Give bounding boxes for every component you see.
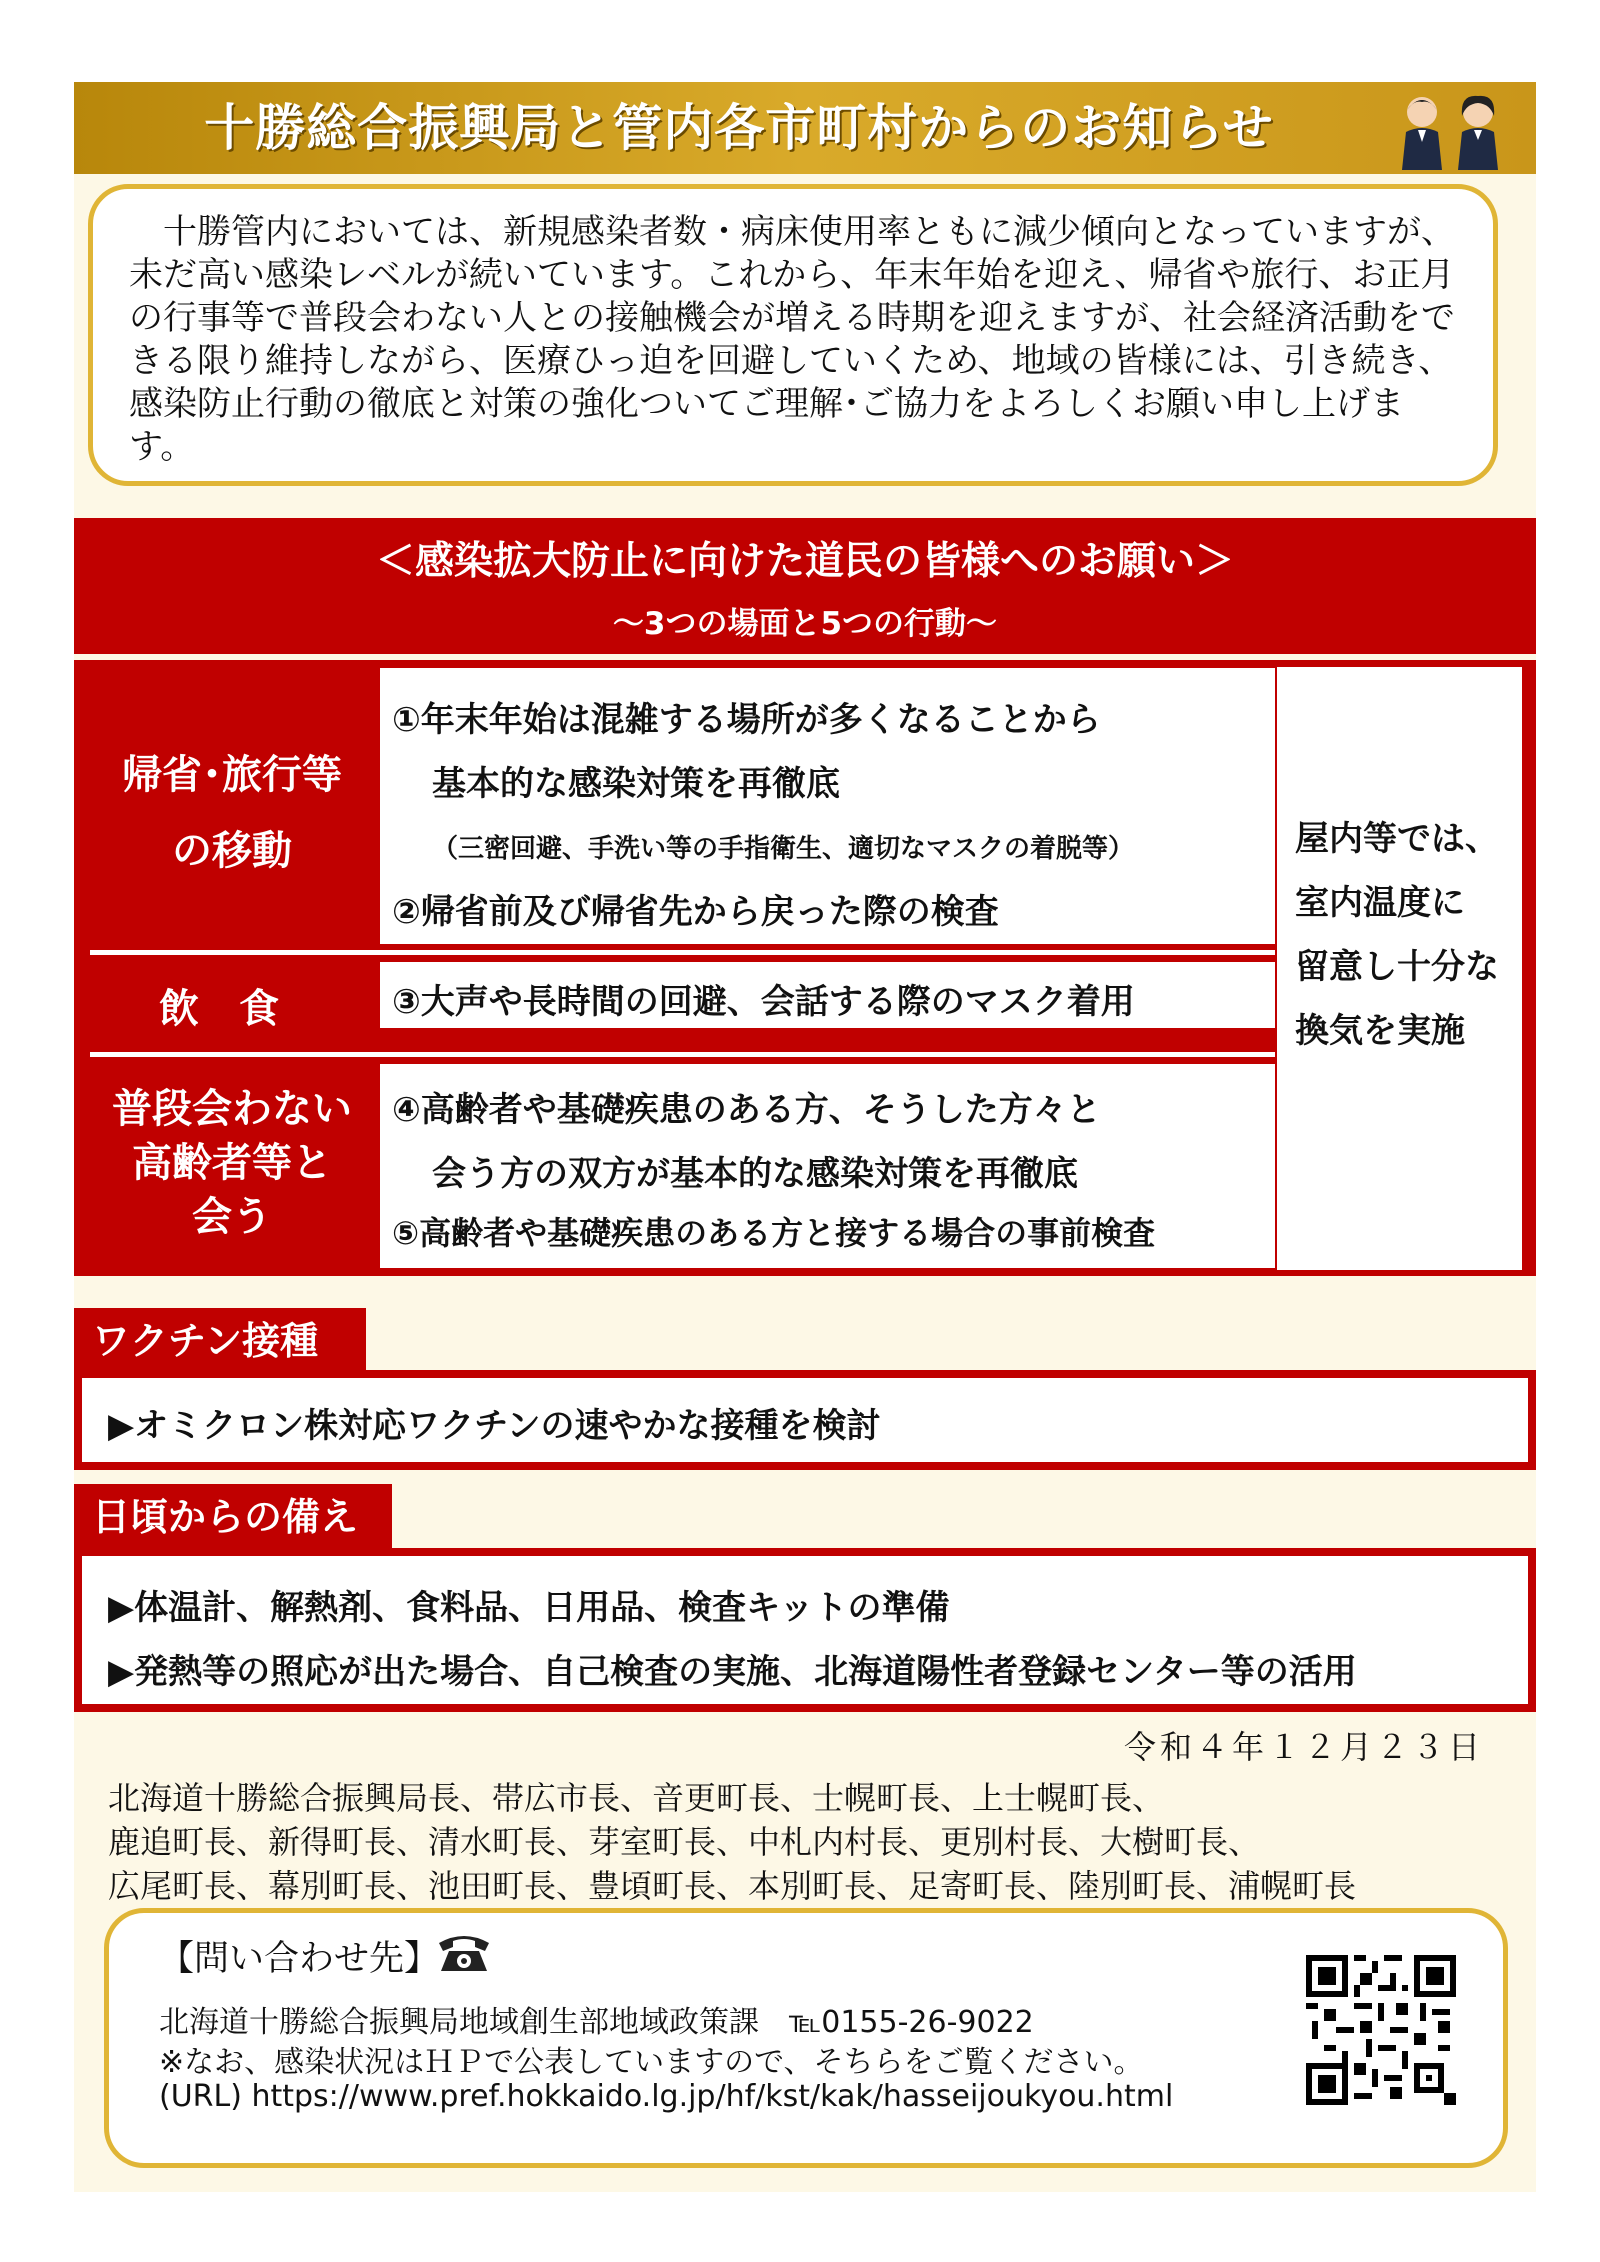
prep-panel	[74, 1548, 1536, 1712]
prep-line2: ▶発熱等の照応が出た場合、自己検査の実施、北海道陽性者登録センター等の活用	[108, 1652, 1357, 1692]
signers-line3: 広尾町長、幕別町長、池田町長、豊頃町長、本別町長、足寄町長、陸別町長、浦幌町長	[108, 1867, 1357, 1905]
page-title: 十勝総合振興局と管内各市町村からのお知らせ	[204, 99, 1274, 157]
action-item-5: ⑤高齢者や基礎疾患のある方と接する場合の事前検査	[392, 1214, 1156, 1252]
header-bar	[74, 82, 1536, 174]
request-banner	[74, 518, 1536, 654]
action-item-1-line1: ①年末年始は混雑する場所が多くなることから	[392, 700, 1101, 740]
scene-elderly-cell	[380, 1064, 1275, 1268]
prep-line1: ▶体温計、解熱剤、食料品、日用品、検査キットの準備	[108, 1588, 950, 1628]
intro-box	[88, 184, 1498, 486]
telephone-icon	[435, 1927, 493, 1975]
signers-list	[108, 1776, 1356, 1908]
contact-box	[104, 1908, 1508, 2168]
scene-elderly-label-line3: 会う	[192, 1194, 272, 1240]
signers-line2: 鹿追町長、新得町長、清水町長、芽室町長、中札内村長、更別村長、大樹町長、	[108, 1823, 1261, 1861]
contact-note: ※なお、感染状況はＨＰで公表していますので、そちらをご覧ください。	[159, 2045, 1144, 2080]
scene-elderly-label-line1: 普段会わない	[112, 1086, 352, 1132]
action-item-2: ②帰省前及び帰省先から戻った際の検査	[392, 892, 999, 932]
ventilation-line3: 留意し十分な	[1295, 947, 1499, 987]
scene-travel-label-line2: の移動	[172, 828, 292, 874]
banner-title: ＜感染拡大防止に向けた道民の皆様へのお願い＞	[375, 539, 1234, 584]
scene-dining-label: 飲 食	[159, 986, 279, 1032]
scene-travel-label	[74, 748, 390, 878]
bowing-people-icon	[1390, 90, 1510, 170]
qr-code-icon[interactable]	[1306, 1955, 1456, 2105]
banner-subtitle: ～3つの場面と5つの行動～	[612, 606, 998, 642]
action-item-1-line2: 基本的な感染対策を再徹底	[432, 764, 840, 804]
ventilation-cell	[1277, 667, 1522, 1270]
divider	[90, 950, 1275, 955]
intro-text: 十勝管内においては、新規感染者数・病床使用率ともに減少傾向となっていますが、未だ高い感染レベルが続いています。これから、年末年始を迎え、帰省や旅行、お正月の行事等で普段会わない人との接触機会が増える時期を迎えますが、社会経済活動をできる限り維持しながら、医療ひっ迫を回避していくため、地域の皆様には、引き続き、感染防止行動の徹底と対策の強化ついてご理解･ご協力をよろしくお願い申し上げます。	[129, 212, 1455, 467]
ventilation-line4: 換気を実施	[1295, 1011, 1465, 1051]
scene-elderly-label	[74, 1082, 390, 1244]
ventilation-line2: 室内温度に	[1295, 883, 1465, 923]
vaccine-line: ▶オミクロン株対応ワクチンの速やかな接種を検討	[108, 1406, 881, 1446]
vaccine-tab: ワクチン接種	[74, 1308, 366, 1374]
prep-tab: 日頃からの備え	[74, 1484, 392, 1550]
action-item-1-note: （三密回避、手洗い等の手指衛生、適切なマスクの着脱等）	[432, 834, 1135, 864]
scene-travel-label-line1: 帰省･旅行等	[122, 752, 342, 798]
scene-elderly-label-line2: 高齢者等と	[132, 1140, 332, 1186]
scene-travel-cell	[380, 668, 1275, 944]
signers-line1: 北海道十勝総合振興局長、帯広市長、音更町長、士幌町長、上士幌町長、	[108, 1779, 1165, 1817]
scene-dining-cell	[380, 962, 1275, 1028]
ventilation-line1: 屋内等では、	[1295, 819, 1499, 859]
vaccine-panel	[74, 1370, 1536, 1470]
contact-dept: 北海道十勝総合振興局地域創生部地域政策課 ℡0155-26-9022	[159, 2005, 1034, 2040]
contact-url[interactable]: (URL) https://www.pref.hokkaido.lg.jp/hf/kst/kak/hasseijoukyou.html	[159, 2079, 1174, 2114]
action-item-3: ③大声や長時間の回避、会話する際のマスク着用	[392, 982, 1135, 1022]
divider	[90, 1052, 1275, 1057]
ventilation-text	[1295, 807, 1499, 1063]
action-item-4-line1: ④高齢者や基礎疾患のある方、そうした方々と	[392, 1090, 1101, 1130]
contact-label: 【問い合わせ先】	[159, 1939, 440, 1979]
issue-date: 令和４年１２月２３日	[1123, 1728, 1484, 1766]
action-item-4-line2: 会う方の双方が基本的な感染対策を再徹底	[432, 1154, 1078, 1194]
